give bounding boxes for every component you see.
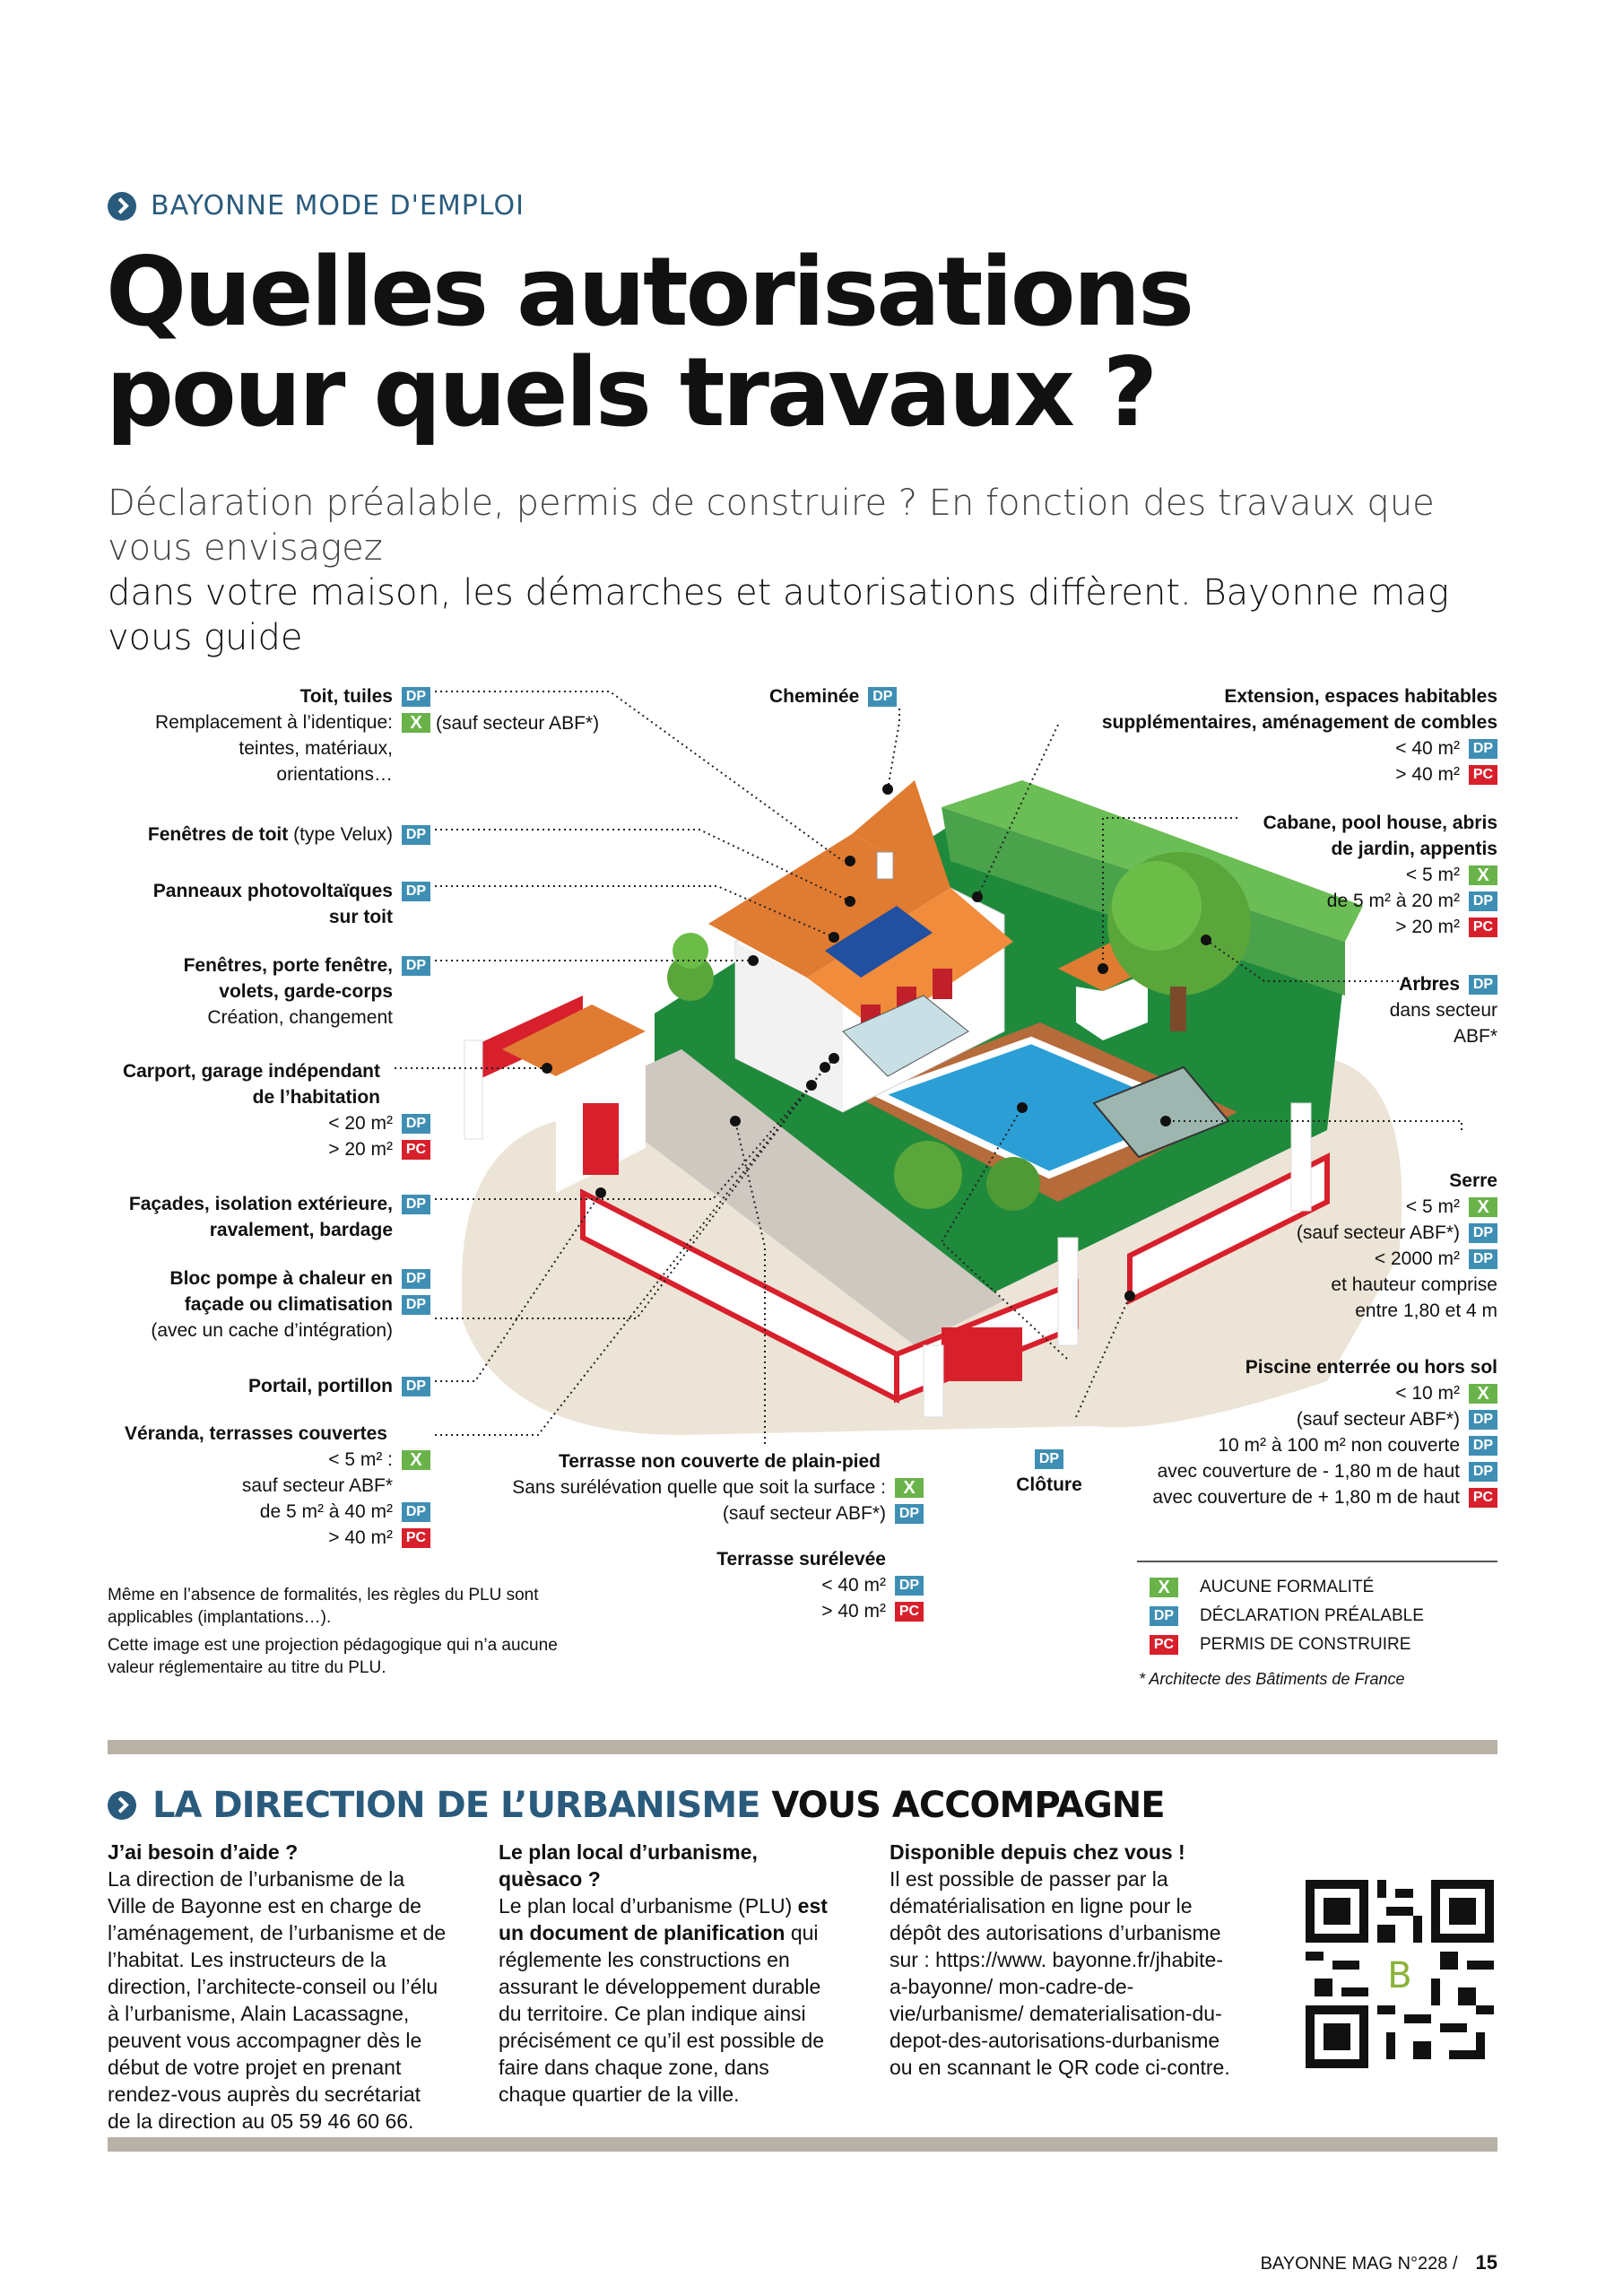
serre-small: < 5 m² bbox=[1405, 1196, 1460, 1217]
cabane-mid: de 5 m² à 20 m² bbox=[1326, 891, 1460, 911]
x-badge: X bbox=[402, 713, 430, 733]
carport-title: Carport, garage indépendant bbox=[122, 1061, 380, 1082]
fenetres-title-2: volets, garde-corps bbox=[219, 981, 393, 1002]
label-surelevee bbox=[655, 1546, 924, 1624]
column-heading: Disponible depuis chez vous ! bbox=[890, 1840, 1185, 1864]
surelevee-title: Terrasse surélevée bbox=[716, 1549, 886, 1570]
toit-line: Remplacement à l’identique: bbox=[155, 712, 393, 733]
label-portail bbox=[54, 1373, 430, 1399]
bloc-title-2: façade ou climatisation bbox=[184, 1294, 393, 1315]
toit-title: Toit, tuiles bbox=[299, 686, 393, 707]
legend bbox=[1137, 1561, 1497, 1659]
dp-badge: DP bbox=[1035, 1449, 1063, 1469]
dp-badge: DP bbox=[402, 1295, 430, 1315]
fenetres-title: Fenêtres, porte fenêtre, bbox=[183, 955, 393, 976]
section-title-accent: LA DIRECTION DE L’URBANISME bbox=[152, 1785, 760, 1826]
x-badge: X bbox=[1469, 1384, 1497, 1404]
label-piscine bbox=[1031, 1354, 1497, 1510]
veranda-large: > 40 m² bbox=[328, 1527, 393, 1548]
cabane-small: < 5 m² bbox=[1405, 865, 1460, 885]
label-facades bbox=[54, 1191, 430, 1243]
dp-badge: DP bbox=[1469, 739, 1497, 759]
column-aide bbox=[108, 1839, 448, 2135]
panneaux-title: Panneaux photovoltaïques bbox=[152, 881, 393, 901]
x-badge: X bbox=[895, 1478, 924, 1498]
legend-dp: DÉCLARATION PRÉALABLE bbox=[1200, 1606, 1424, 1625]
toit-line: teintes, matériaux, bbox=[239, 738, 393, 759]
piscine-mid: 10 m² à 100 m² non couverte bbox=[1218, 1435, 1460, 1456]
surelevee-small: < 40 m² bbox=[821, 1575, 886, 1596]
label-veranda bbox=[11, 1421, 387, 1447]
pc-badge: PC bbox=[1469, 1488, 1497, 1508]
serre-hauteur-2: entre 1,80 et 4 m bbox=[1355, 1300, 1497, 1321]
label-terrasse bbox=[475, 1448, 924, 1526]
fenetres-sub: Création, changement bbox=[207, 1007, 393, 1028]
dp-badge: DP bbox=[1469, 1410, 1497, 1430]
dp-badge: DP bbox=[1469, 975, 1497, 995]
label-cloture bbox=[1004, 1446, 1094, 1498]
chevron-right-icon bbox=[108, 1791, 136, 1820]
pc-badge: PC bbox=[1469, 918, 1497, 937]
fenetres-toit-title: Fenêtres de toit bbox=[147, 824, 289, 845]
toit-line: orientations… bbox=[276, 764, 393, 785]
note-projection: Cette image est une projection pédagogique qui n’a aucune valeur réglementaire au titre du PLU. bbox=[108, 1636, 558, 1677]
dp-badge: DP bbox=[1469, 891, 1497, 911]
cheminee-title: Cheminée bbox=[769, 686, 860, 707]
portail-title: Portail, portillon bbox=[248, 1376, 393, 1396]
column-heading: J’ai besoin d’aide ? bbox=[108, 1840, 299, 1864]
extension-title: Extension, espaces habitables bbox=[1224, 686, 1497, 707]
x-badge: X bbox=[1469, 1197, 1497, 1217]
piscine-cover-low: avec couverture de - 1,80 m de haut bbox=[1157, 1461, 1460, 1482]
label-extension bbox=[995, 683, 1497, 787]
bloc-title: Bloc pompe à chaleur en bbox=[169, 1268, 393, 1289]
terrasse-abf: (sauf secteur ABF*) bbox=[722, 1503, 886, 1524]
serre-abf: (sauf secteur ABF*) bbox=[1296, 1222, 1460, 1243]
dp-badge: DP bbox=[402, 1114, 430, 1134]
toit-sauf-abf: (sauf secteur ABF*) bbox=[436, 713, 600, 734]
dp-badge: DP bbox=[402, 1195, 430, 1214]
pc-badge: PC bbox=[1150, 1635, 1178, 1655]
serre-hauteur: et hauteur comprise bbox=[1331, 1274, 1497, 1295]
piscine-title: Piscine enterrée ou hors sol bbox=[1245, 1357, 1497, 1378]
arbres-abf: ABF* bbox=[1453, 1026, 1497, 1047]
cabane-title: Cabane, pool house, abris bbox=[1263, 813, 1497, 833]
veranda-mid: de 5 m² à 40 m² bbox=[259, 1501, 393, 1522]
pc-badge: PC bbox=[1469, 765, 1497, 785]
column-body: La direction de l’urbanisme de la Ville de Bayonne est en charge de l’aménagement, de l’urbanisme et de l’habitat. Les instructeurs de la direction, l’architecte-conseil ou l’élu à l’urbanisme, Alain Lacassagne, peuvent vous accompagner dès le début de votre projet en prenant rendez-vous auprès du secrétariat de la direction au 05 59 46 60 66. bbox=[108, 1867, 447, 2133]
pc-badge: PC bbox=[402, 1140, 430, 1160]
label-bloc bbox=[54, 1265, 430, 1344]
note-plu: Même en l’absence de formalités, les règles du PLU sont applicables (implantations…). bbox=[108, 1586, 539, 1627]
pc-badge: PC bbox=[402, 1528, 430, 1548]
divider-bottom bbox=[108, 2137, 1497, 2152]
legend-aucune: AUCUNE FORMALITÉ bbox=[1200, 1578, 1375, 1596]
label-serre bbox=[1211, 1168, 1497, 1324]
x-badge: X bbox=[1469, 865, 1497, 885]
label-carport bbox=[22, 1058, 380, 1110]
carport-title-2: de l’habitation bbox=[252, 1087, 380, 1108]
label-panneaux bbox=[54, 878, 430, 930]
dp-badge: DP bbox=[402, 1377, 430, 1396]
dp-badge: DP bbox=[402, 1502, 430, 1522]
section-title-rest: VOUS ACCOMPAGNE bbox=[759, 1785, 1165, 1826]
column-heading: Le plan local d’urbanisme, quèsaco ? bbox=[499, 1840, 758, 1891]
dp-badge: DP bbox=[868, 687, 897, 707]
fenetres-toit-type: (type Velux) bbox=[288, 824, 393, 845]
dp-badge: DP bbox=[402, 1269, 430, 1289]
kicker-text: BAYONNE MODE D'EMPLOI bbox=[151, 190, 525, 222]
piscine-abf: (sauf secteur ABF*) bbox=[1296, 1409, 1460, 1430]
label-cheminee bbox=[769, 683, 897, 709]
terrasse-title: Terrasse non couverte de plain-pied bbox=[558, 1451, 881, 1472]
dp-badge: DP bbox=[402, 882, 430, 901]
piscine-cover-high: avec couverture de + 1,80 m de haut bbox=[1152, 1487, 1460, 1508]
surelevee-large: > 40 m² bbox=[821, 1601, 886, 1622]
veranda-title: Véranda, terrasses couvertes bbox=[124, 1423, 387, 1444]
dp-badge: DP bbox=[895, 1576, 924, 1596]
cabane-large: > 20 m² bbox=[1395, 917, 1460, 937]
title-line-2: pour quels travaux ? bbox=[106, 337, 1156, 448]
dp-badge: DP bbox=[402, 956, 430, 976]
dp-badge: DP bbox=[402, 687, 430, 707]
dp-badge: DP bbox=[402, 825, 430, 845]
extension-large: > 40 m² bbox=[1395, 764, 1460, 785]
svg-text:B: B bbox=[1387, 1955, 1412, 1996]
abf-footnote: * Architecte des Bâtiments de France bbox=[1139, 1670, 1405, 1688]
carport-small: < 20 m² bbox=[328, 1113, 393, 1134]
veranda-small: < 5 m² : bbox=[328, 1449, 393, 1470]
footer bbox=[1261, 2251, 1497, 2274]
column-body: Le plan local d’urbanisme (PLU) bbox=[499, 1894, 798, 1918]
pc-badge: PC bbox=[895, 1602, 924, 1622]
dp-badge: DP bbox=[1469, 1249, 1497, 1269]
arbres-sub: dans secteur bbox=[1389, 1000, 1497, 1021]
page-number: 15 bbox=[1475, 2251, 1497, 2274]
column-body-bold: est un document de planification bbox=[499, 1894, 828, 1944]
x-badge: X bbox=[402, 1450, 430, 1470]
qr-code[interactable] bbox=[1306, 1880, 1494, 2068]
carport-large: > 20 m² bbox=[328, 1139, 393, 1160]
footer-mag: BAYONNE MAG N°228 / bbox=[1260, 2254, 1458, 2274]
label-carport-values bbox=[161, 1110, 430, 1162]
label-fenetres-toit bbox=[54, 822, 430, 848]
x-badge: X bbox=[1150, 1578, 1178, 1597]
terrasse-sub: Sans surélévation quelle que soit la surface : bbox=[512, 1477, 886, 1498]
arbres-title: Arbres bbox=[1399, 974, 1460, 995]
notes bbox=[108, 1584, 574, 1679]
label-cabane bbox=[1121, 810, 1497, 940]
facades-title-2: ravalement, bardage bbox=[209, 1220, 393, 1240]
section-title bbox=[108, 1785, 1165, 1826]
dp-badge: DP bbox=[1469, 1223, 1497, 1243]
veranda-abf: sauf secteur ABF* bbox=[241, 1475, 393, 1496]
cloture-title: Clôture bbox=[1016, 1474, 1082, 1495]
dp-badge: DP bbox=[1150, 1606, 1178, 1626]
extension-title-2: supplémentaires, aménagement de combles bbox=[1101, 712, 1497, 733]
label-fenetres bbox=[54, 952, 430, 1031]
title-line-1: Quelles autorisations bbox=[106, 237, 1193, 347]
column-body: qui réglemente les constructions en assurant le développement durable du territoire. Ce plan indique ainsi précisément ce qu’il est possible de faire dans chaque zone, dans chaque quartier de la ville. bbox=[499, 1921, 825, 2106]
lead-line-1: Déclaration préalable, permis de construire ? En fonction des travaux que vous envisagez bbox=[108, 483, 1435, 569]
column-disponible bbox=[890, 1839, 1230, 2081]
label-arbres bbox=[1282, 971, 1497, 1049]
dp-badge: DP bbox=[1469, 1462, 1497, 1482]
extension-small: < 40 m² bbox=[1395, 738, 1460, 759]
piscine-small: < 10 m² bbox=[1395, 1383, 1460, 1404]
lead-line-2: dans votre maison, les démarches et autorisations diffèrent. Bayonne mag vous guide bbox=[108, 572, 1449, 658]
serre-title: Serre bbox=[1449, 1170, 1497, 1191]
label-toit bbox=[54, 683, 430, 787]
facades-title: Façades, isolation extérieure, bbox=[128, 1194, 393, 1214]
bloc-sub: (avec un cache d’intégration) bbox=[151, 1320, 393, 1341]
dp-badge: DP bbox=[895, 1504, 924, 1524]
panneaux-title-2: sur toit bbox=[328, 907, 393, 927]
column-plu bbox=[499, 1839, 839, 2108]
label-veranda-values bbox=[72, 1447, 430, 1551]
column-body: Il est possible de passer par la dématérialisation en ligne pour le dépôt des autorisations d’urbanisme sur : https://www. bayonne.fr/jhabite-a-bayonne/ mon-cadre-de-vie/urbanisme/ dematerialisation-du-depot-des-autorisations-durbanisme ou en scannant le QR code ci-contre. bbox=[890, 1867, 1230, 2079]
legend-pc: PERMIS DE CONSTRUIRE bbox=[1200, 1635, 1411, 1654]
cabane-title-2: de jardin, appentis bbox=[1331, 839, 1497, 859]
dp-badge: DP bbox=[1469, 1436, 1497, 1456]
serre-large: < 2000 m² bbox=[1374, 1248, 1460, 1269]
divider-top bbox=[108, 1740, 1497, 1754]
